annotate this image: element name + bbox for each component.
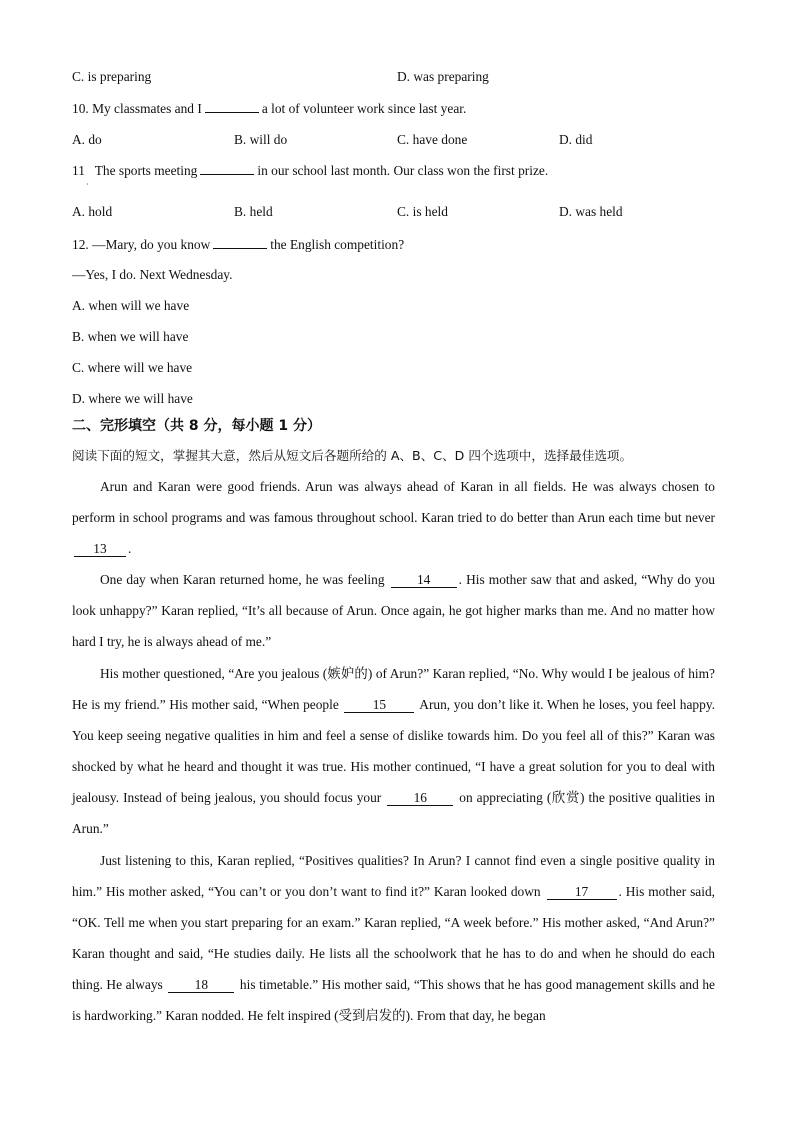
q10-blank bbox=[205, 99, 259, 113]
q10-number: 10. bbox=[72, 101, 89, 116]
passage-paragraph-3 bbox=[72, 658, 715, 845]
paragraph-2-text-a: One day when Karan returned home, he was feeling bbox=[100, 572, 385, 587]
q11-option-a: A. hold bbox=[72, 204, 113, 219]
q11-blank bbox=[200, 161, 254, 175]
q10-option-a: A. do bbox=[72, 132, 102, 147]
q12-text-before: —Mary, do you know bbox=[92, 237, 211, 252]
q12-number: 12. bbox=[72, 237, 89, 252]
q12-option-b: B. when we will have bbox=[72, 329, 189, 344]
paragraph-4-text-a: Just listening to this, Karan replied, “Positives qualities? In Arun? I cannot find even a single positive quality in him.” His mother asked, “You can’t or you don’t want to find it?” Karan looked down bbox=[72, 853, 715, 900]
q10-stem bbox=[72, 99, 466, 118]
blank-16: 16 bbox=[387, 790, 453, 806]
q10-option-c: C. have done bbox=[397, 132, 468, 147]
q12-reply: —Yes, I do. Next Wednesday. bbox=[72, 267, 233, 282]
q12-blank bbox=[213, 235, 267, 249]
q9-option-d: D. was preparing bbox=[397, 69, 489, 84]
paragraph-4-text-c: his timetable.” His mother said, “This shows that he has good management skills and he is hardworking.” Karan nodded. He felt inspired (受到启发的). From that day, he began bbox=[72, 977, 716, 1024]
q11-number: 11 bbox=[72, 163, 85, 178]
passage-paragraph-2 bbox=[72, 564, 715, 657]
paragraph-2-text-b: . His mother saw that and asked, “Why do you look unhappy?” Karan replied, “It’s all because of Arun. Once again, he got higher marks than me. And no matter how hard I try, he is always ahead of me.” bbox=[72, 572, 715, 650]
q9-option-c: C. is preparing bbox=[72, 69, 152, 84]
section-instruction: 阅读下面的短文，掌握其大意，然后从短文后各题所给的 A、B、C、D 四个选项中，选择最佳选项。 bbox=[72, 448, 633, 463]
paragraph-3-text-c: on appreciating (欣赏) the positive qualities in Arun.” bbox=[72, 790, 715, 837]
passage-paragraph-4 bbox=[72, 845, 715, 1032]
blank-14: 14 bbox=[391, 572, 457, 588]
paragraph-3-text-a: His mother questioned, “Are you jealous (嫉妒的) of Arun?” Karan replied, “No. Why would I be jealous of him? He is my friend.” His mother said, “When people bbox=[72, 666, 715, 713]
q11-stem bbox=[72, 161, 548, 180]
q10-text-before: My classmates and I bbox=[92, 101, 202, 116]
q12-option-d: D. where we will have bbox=[72, 391, 193, 406]
blank-13: 13 bbox=[74, 541, 126, 557]
q11-text-before: The sports meeting bbox=[94, 163, 198, 178]
blank-15: 15 bbox=[344, 697, 414, 713]
paragraph-4-text-b: . His mother said, “OK. Tell me when you start preparing for an exam.” Karan replied, “A week before.” His mother asked, “And Arun?” Karan thought and said, “He studies daily. He lists all the schoolwork that he has to do and when he should do each thing. He always bbox=[72, 884, 715, 993]
paragraph-1-text: Arun and Karan were good friends. Arun was always ahead of Karan in all fields. He was always chosen to perform in school programs and was famous throughout school. Karan tried to do better than Arun each time but never bbox=[72, 479, 715, 526]
q12-option-a: A. when will we have bbox=[72, 298, 190, 313]
q10-option-b: B. will do bbox=[234, 132, 288, 147]
q12-stem bbox=[72, 235, 404, 254]
q10-text-after: a lot of volunteer work since last year. bbox=[261, 101, 467, 116]
q10-option-d: D. did bbox=[559, 132, 593, 147]
q11-number-dot: · bbox=[86, 180, 89, 189]
blank-17: 17 bbox=[547, 884, 617, 900]
blank-18: 18 bbox=[168, 977, 234, 993]
q12-option-c: C. where will we have bbox=[72, 360, 193, 375]
paragraph-1-end: . bbox=[128, 541, 132, 557]
q11-option-d: D. was held bbox=[559, 204, 623, 219]
passage-paragraph-1 bbox=[72, 471, 715, 564]
q12-text-after: the English competition? bbox=[270, 237, 405, 252]
paragraph-3-text-b: Arun, you don’t like it. When he loses, you feel happy. You keep seeing negative qualities in him and feel a sense of dislike towards him. Do you feel all of this?” Karan was shocked by what he heard and thought it was true. His mother continued, “I have a great solution for you to deal with jealousy. Instead of being jealous, you should focus your bbox=[72, 697, 715, 806]
q11-option-b: B. held bbox=[234, 204, 273, 219]
section-title: 二、完形填空（共 8 分，每小题 1 分） bbox=[72, 418, 321, 434]
q11-option-c: C. is held bbox=[397, 204, 448, 219]
q11-text-after: in our school last month. Our class won the first prize. bbox=[257, 163, 549, 178]
